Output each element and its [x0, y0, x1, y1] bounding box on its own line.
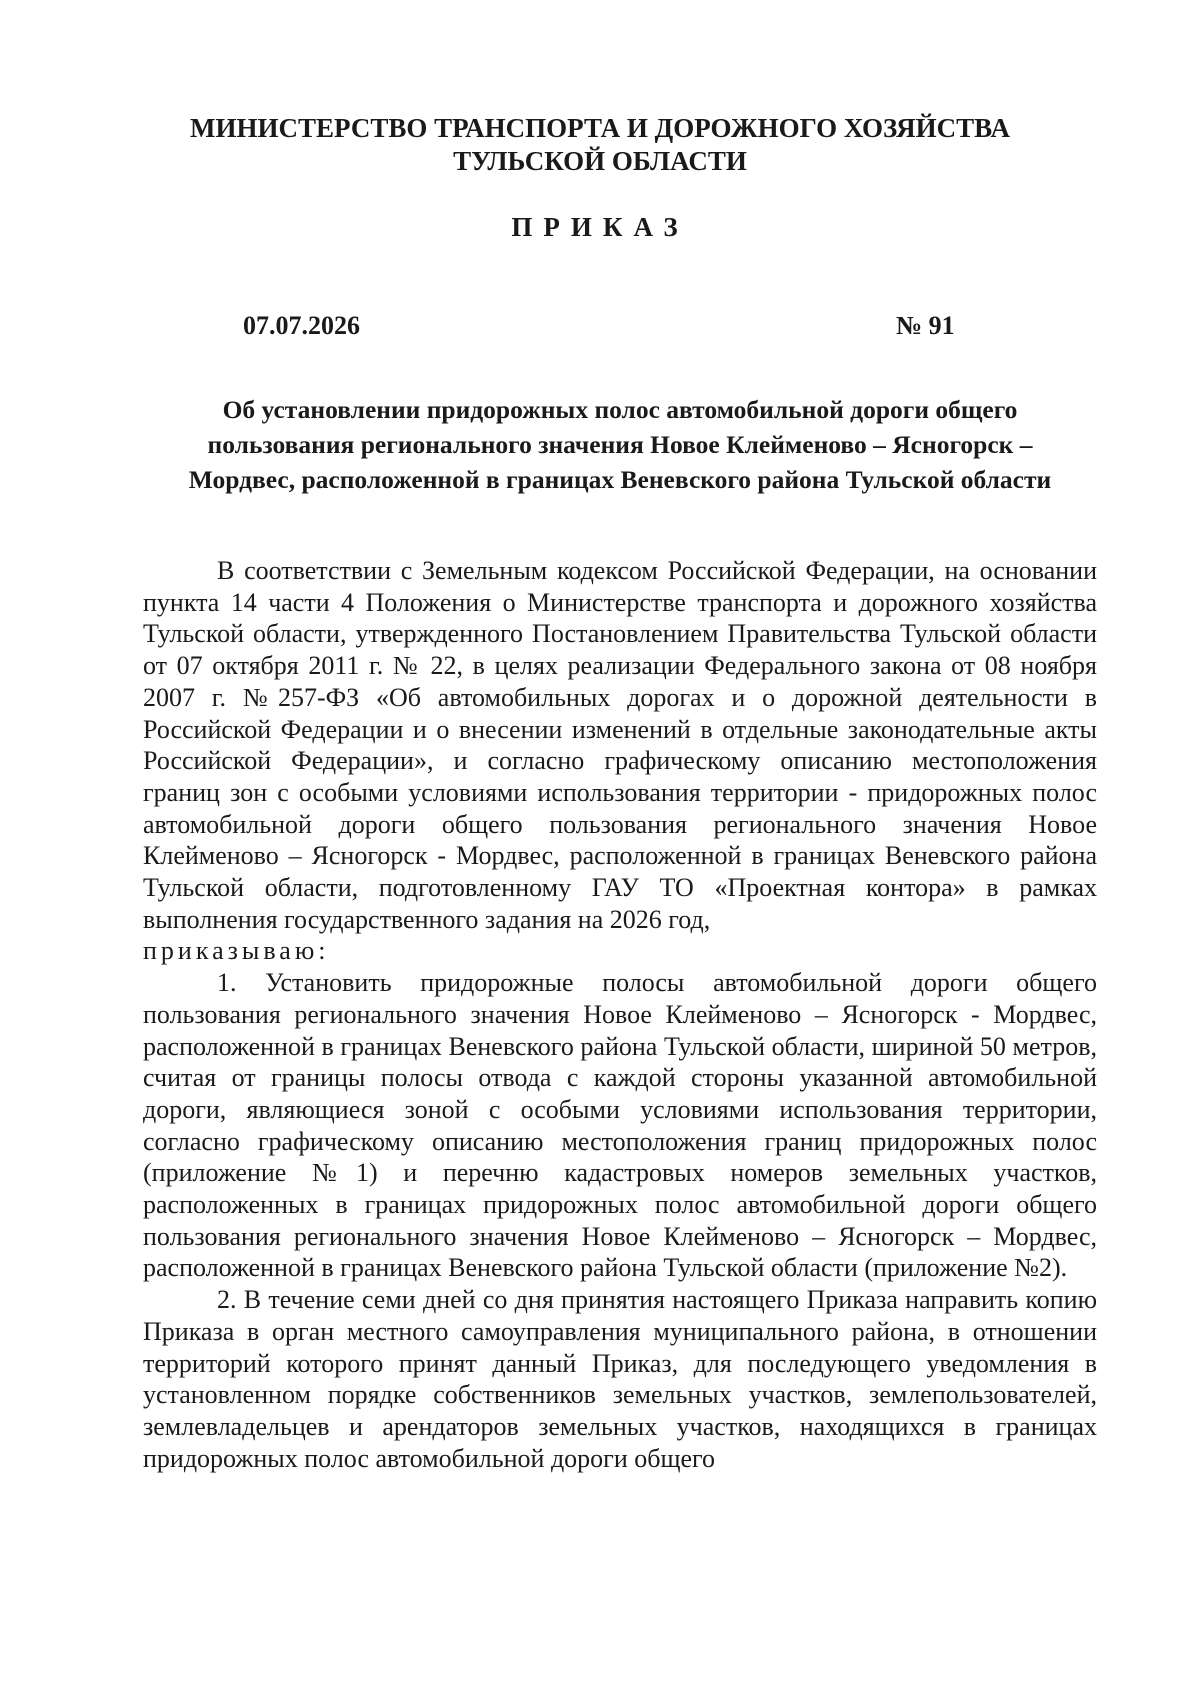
- subject-line-1: Об установлении придорожных полос автомобильной дороги общего: [222, 395, 1018, 424]
- ministry-heading: [0, 112, 1200, 178]
- preamble-paragraph: В соответствии с Земельным кодексом Российской Федерации, на основании пункта 14 части 4 Положения о Министерстве транспорта и дорожного хозяйства Тульской области, утвержденного Постановлением Правительства Тульской области от 07 октября 2011 г. № 22, в целях реализации Федерального закона от 08 ноября 2007 г. №257-ФЗ «Об автомобильных дорогах и о дорожной деятельности в Российской Федерации и о внесении изменений в отдельные законодательные акты Российской Федерации», и согласно графическому описанию местоположения границ зон с особыми условиями использования территории - придорожных полос автомобильной дороги общего пользования регионального значения Новое Клейменово – Ясногорск - Мордвес, расположенной в границах Веневского района Тульской области, подготовленному ГАУ ТО «Проектная контора» в рамках выполнения государственного задания на 2026 год,: [143, 556, 1097, 934]
- order-directive-word: приказываю:: [143, 936, 330, 966]
- clause-1-paragraph: 1. Установить придорожные полосы автомобильной дороги общего пользования регионального значения Новое Клейменово – Ясногорск - Мордвес, расположенной в границах Веневского района Тульской области, шириной 50 метров, считая от границы полосы отвода с каждой стороны указанной автомобильной дороги, являющиеся зоной с особыми условиями использования территории, согласно графическому описанию местоположения границ придорожных полос (приложение №1) и перечню кадастровых номеров земельных участков, расположенных в границах придорожных полос автомобильной дороги общего пользования регионального значения Новое Клейменово – Ясногорск – Мордвес, расположенной в границах Веневского района Тульской области (приложение №2).: [143, 968, 1097, 1283]
- order-number: № 91: [896, 311, 955, 340]
- ministry-line-1: МИНИСТЕРСТВО ТРАНСПОРТА И ДОРОЖНОГО ХОЗЯЙСТВА: [190, 113, 1010, 143]
- order-title: ПРИКАЗ: [511, 212, 689, 242]
- subject-line-3: Мордвес, расположенной в границах Веневского района Тульской области: [188, 465, 1052, 494]
- order-body: [143, 555, 1097, 1474]
- subject-line-2: пользования регионального значения Новое Клейменово – Ясногорск –: [207, 430, 1033, 459]
- ministry-line-2: ТУЛЬСКОЙ ОБЛАСТИ: [453, 146, 747, 176]
- clause-2-paragraph: 2. В течение семи дней со дня принятия настоящего Приказа направить копию Приказа в орган местного самоуправления муниципального района, в отношении территорий которого принят данный Приказ, для последующего уведомления в установленном порядке собственников земельных участков, землепользователей, землевладельцев и арендаторов земельных участков, находящихся в границах придорожных полос автомобильной дороги общего: [143, 1285, 1097, 1473]
- order-date: 07.07.2026: [243, 311, 360, 340]
- order-subject: [140, 392, 1100, 497]
